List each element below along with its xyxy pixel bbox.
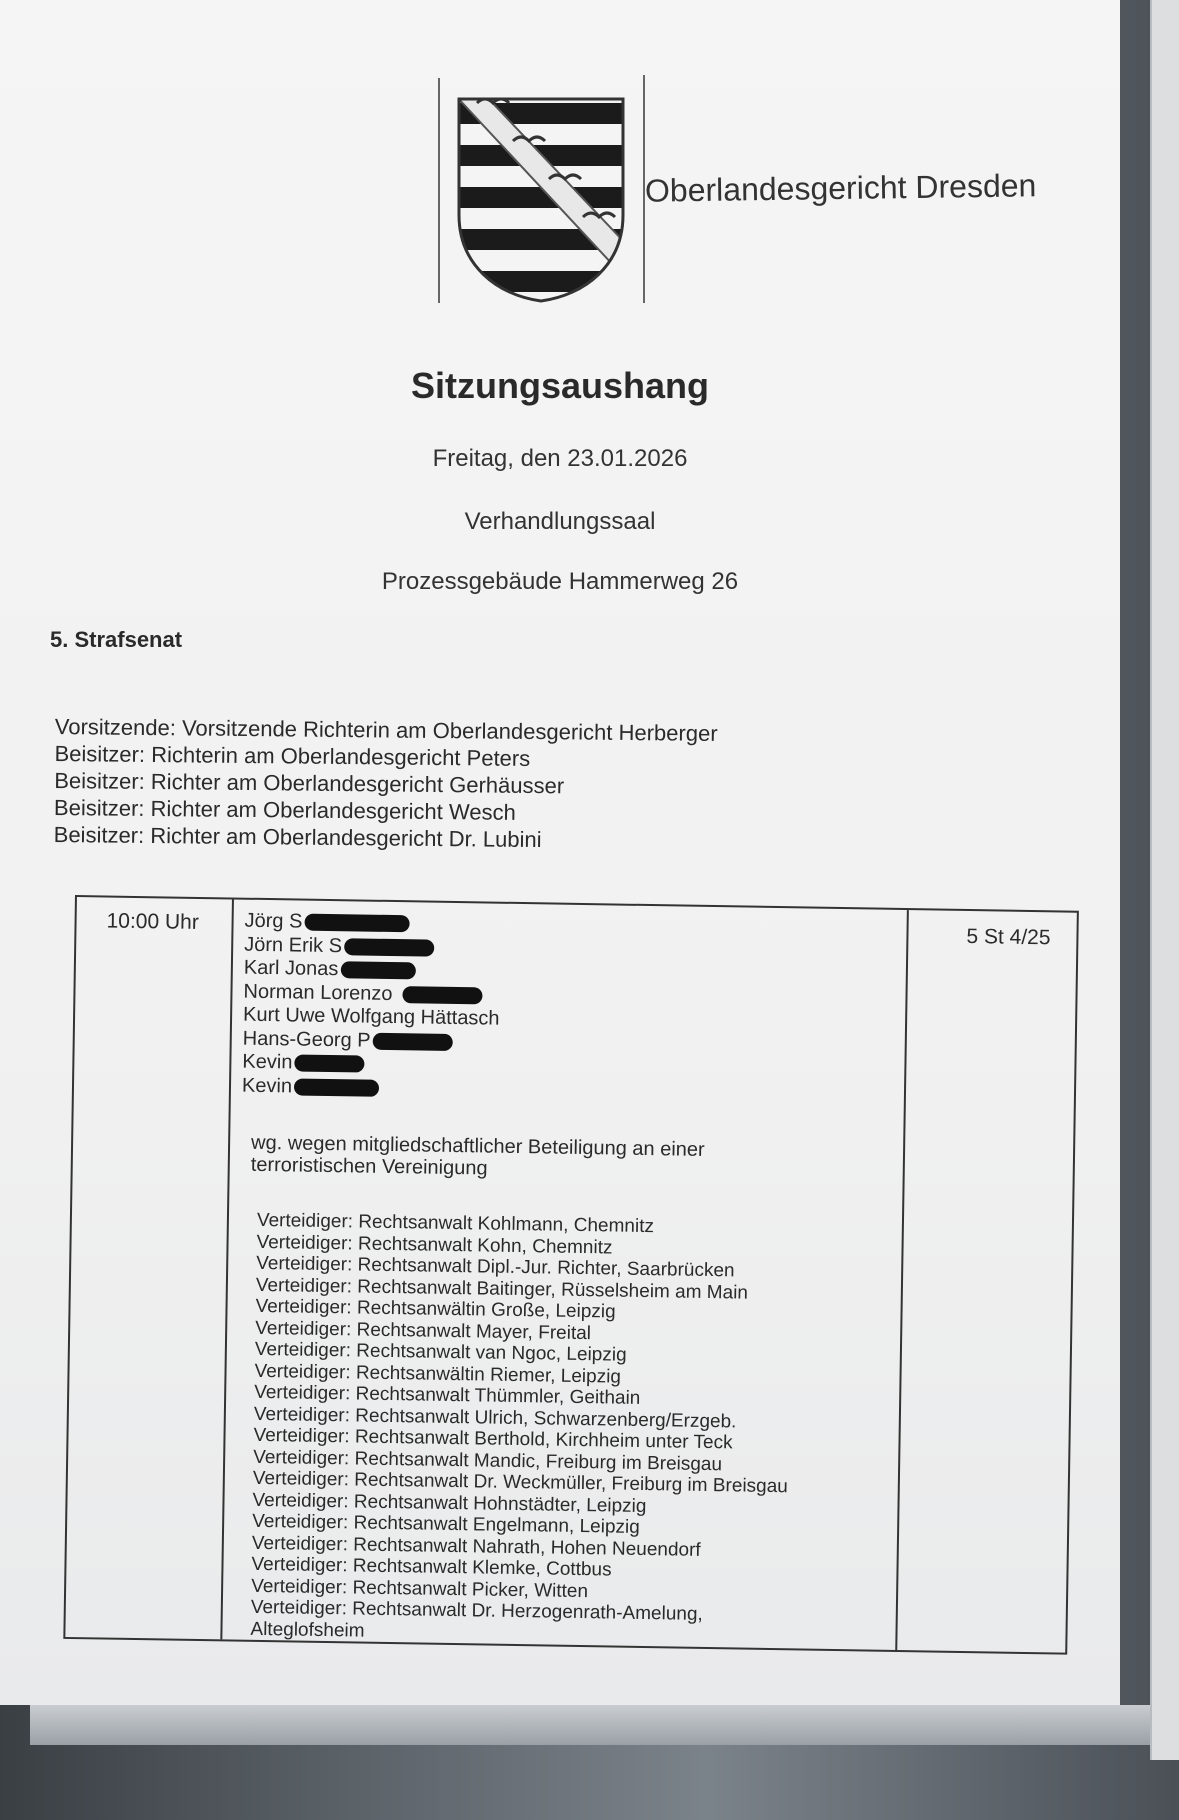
defendant-name: Jörg S (244, 909, 303, 933)
defendant-name: Karl Jonas (243, 956, 339, 981)
defender-line: Verteidiger: Rechtsanwalt Thümmler, Geithain (254, 1381, 641, 1409)
defender-line: Verteidiger: Rechtsanwalt Dr. Weckmüller, Freiburg im Breisgau (252, 1467, 788, 1498)
table-column-divider (220, 899, 234, 1639)
defender-line: Verteidiger: Rechtsanwalt Mandic, Freiburg im Breisgau (253, 1446, 723, 1475)
defendant-name: Norman Lorenzo (243, 980, 393, 1005)
redaction-mark (402, 986, 482, 1004)
member-line: Vorsitzende: Vorsitzende Richterin am Oberlandesgericht Herberger (54, 713, 718, 746)
defense-counsel-list (250, 1210, 792, 1648)
defendant-name: Kevin (241, 1074, 293, 1097)
redaction-mark (294, 1078, 379, 1096)
table-column-divider (895, 910, 909, 1650)
adjacent-sheet (1150, 0, 1179, 1760)
defender-line: Verteidiger: Rechtsanwalt Mayer, Freital (255, 1317, 592, 1344)
defender-line: Verteidiger: Rechtsanwalt Dipl.-Jur. Richter, Saarbrücken (256, 1252, 735, 1282)
redaction-mark (344, 938, 434, 956)
session-table (63, 895, 1079, 1655)
defendant-name: Hans-Georg P (242, 1027, 371, 1052)
defender-line: Verteidiger: Rechtsanwalt Ulrich, Schwarzenberg/Erzgeb. (253, 1403, 737, 1432)
member-line: Beisitzer: Richter am Oberlandesgericht Dr. Lubini (53, 821, 542, 853)
charge-line: wg. wegen mitgliedschaftlicher Beteiligung an einer (250, 1131, 705, 1161)
session-date: Freitag, den 23.01.2026 (432, 445, 688, 472)
charge-line: terroristischen Vereinigung (250, 1153, 488, 1180)
defendant-name: Kurt Uwe Wolfgang Hättasch (242, 1003, 500, 1030)
defender-line: Verteidiger: Rechtsanwältin Große, Leipzig (255, 1295, 616, 1323)
member-line: Beisitzer: Richter am Oberlandesgericht Gerhäusser (54, 767, 565, 799)
member-line: Beisitzer: Richterin am Oberlandesgericht Peters (54, 740, 531, 771)
defender-line: Verteidiger: Rechtsanwalt Kohlmann, Chemnitz (256, 1209, 655, 1238)
court-name: Oberlandesgericht Dresden (644, 167, 1037, 209)
saxony-coat-of-arms-icon (455, 95, 627, 305)
defendant-name: Kevin (242, 1050, 293, 1074)
redaction-mark (340, 961, 415, 979)
panel-members-list (54, 713, 718, 855)
case-number: 5 St 4/25 (966, 925, 1051, 950)
defender-line: Verteidiger: Rechtsanwalt Dr. Herzogenrath-Amelung, (250, 1596, 703, 1625)
defender-line: Verteidiger: Rechtsanwalt Berthold, Kirchheim unter Teck (253, 1424, 733, 1454)
session-room: Verhandlungssaal (464, 508, 656, 535)
redaction-mark (372, 1032, 452, 1050)
senate-heading: 5. Strafsenat (50, 627, 183, 652)
defender-line: Verteidiger: Rechtsanwalt Baitinger, Rüsselsheim am Main (255, 1274, 749, 1304)
defender-line: Verteidiger: Rechtsanwalt Nahrath, Hohen Neuendorf (251, 1532, 701, 1561)
member-line: Beisitzer: Richter am Oberlandesgericht Wesch (53, 794, 516, 825)
defender-line: Verteidiger: Rechtsanwalt Picker, Witten (251, 1575, 589, 1602)
defender-line: Verteidiger: Rechtsanwalt Hohnstädter, Leipzig (252, 1489, 647, 1517)
session-time: 10:00 Uhr (106, 909, 199, 934)
defender-line: Verteidiger: Rechtsanwalt van Ngoc, Leipzig (254, 1338, 627, 1366)
session-building: Prozessgebäude Hammerweg 26 (381, 568, 739, 595)
defender-line: Verteidiger: Rechtsanwalt Kohn, Chemnitz (256, 1231, 613, 1258)
charge-text (251, 1132, 772, 1184)
redaction-mark (304, 914, 409, 933)
defender-line: Verteidiger: Rechtsanwältin Riemer, Leipzig (254, 1360, 622, 1388)
defender-line: Verteidiger: Rechtsanwalt Klemke, Cottbus (251, 1553, 612, 1581)
redaction-mark (294, 1055, 364, 1073)
defender-line: Verteidiger: Rechtsanwalt Engelmann, Leipzig (252, 1510, 640, 1538)
page-title: Sitzungsaushang (410, 365, 710, 406)
display-frame-edge (30, 1705, 1150, 1745)
defendants-list (242, 910, 501, 1102)
defender-line: Alteglofsheim (250, 1618, 365, 1642)
defendant-name: Jörn Erik S (244, 933, 343, 957)
defendant-row (242, 1074, 499, 1102)
header-rule-left (438, 78, 440, 303)
